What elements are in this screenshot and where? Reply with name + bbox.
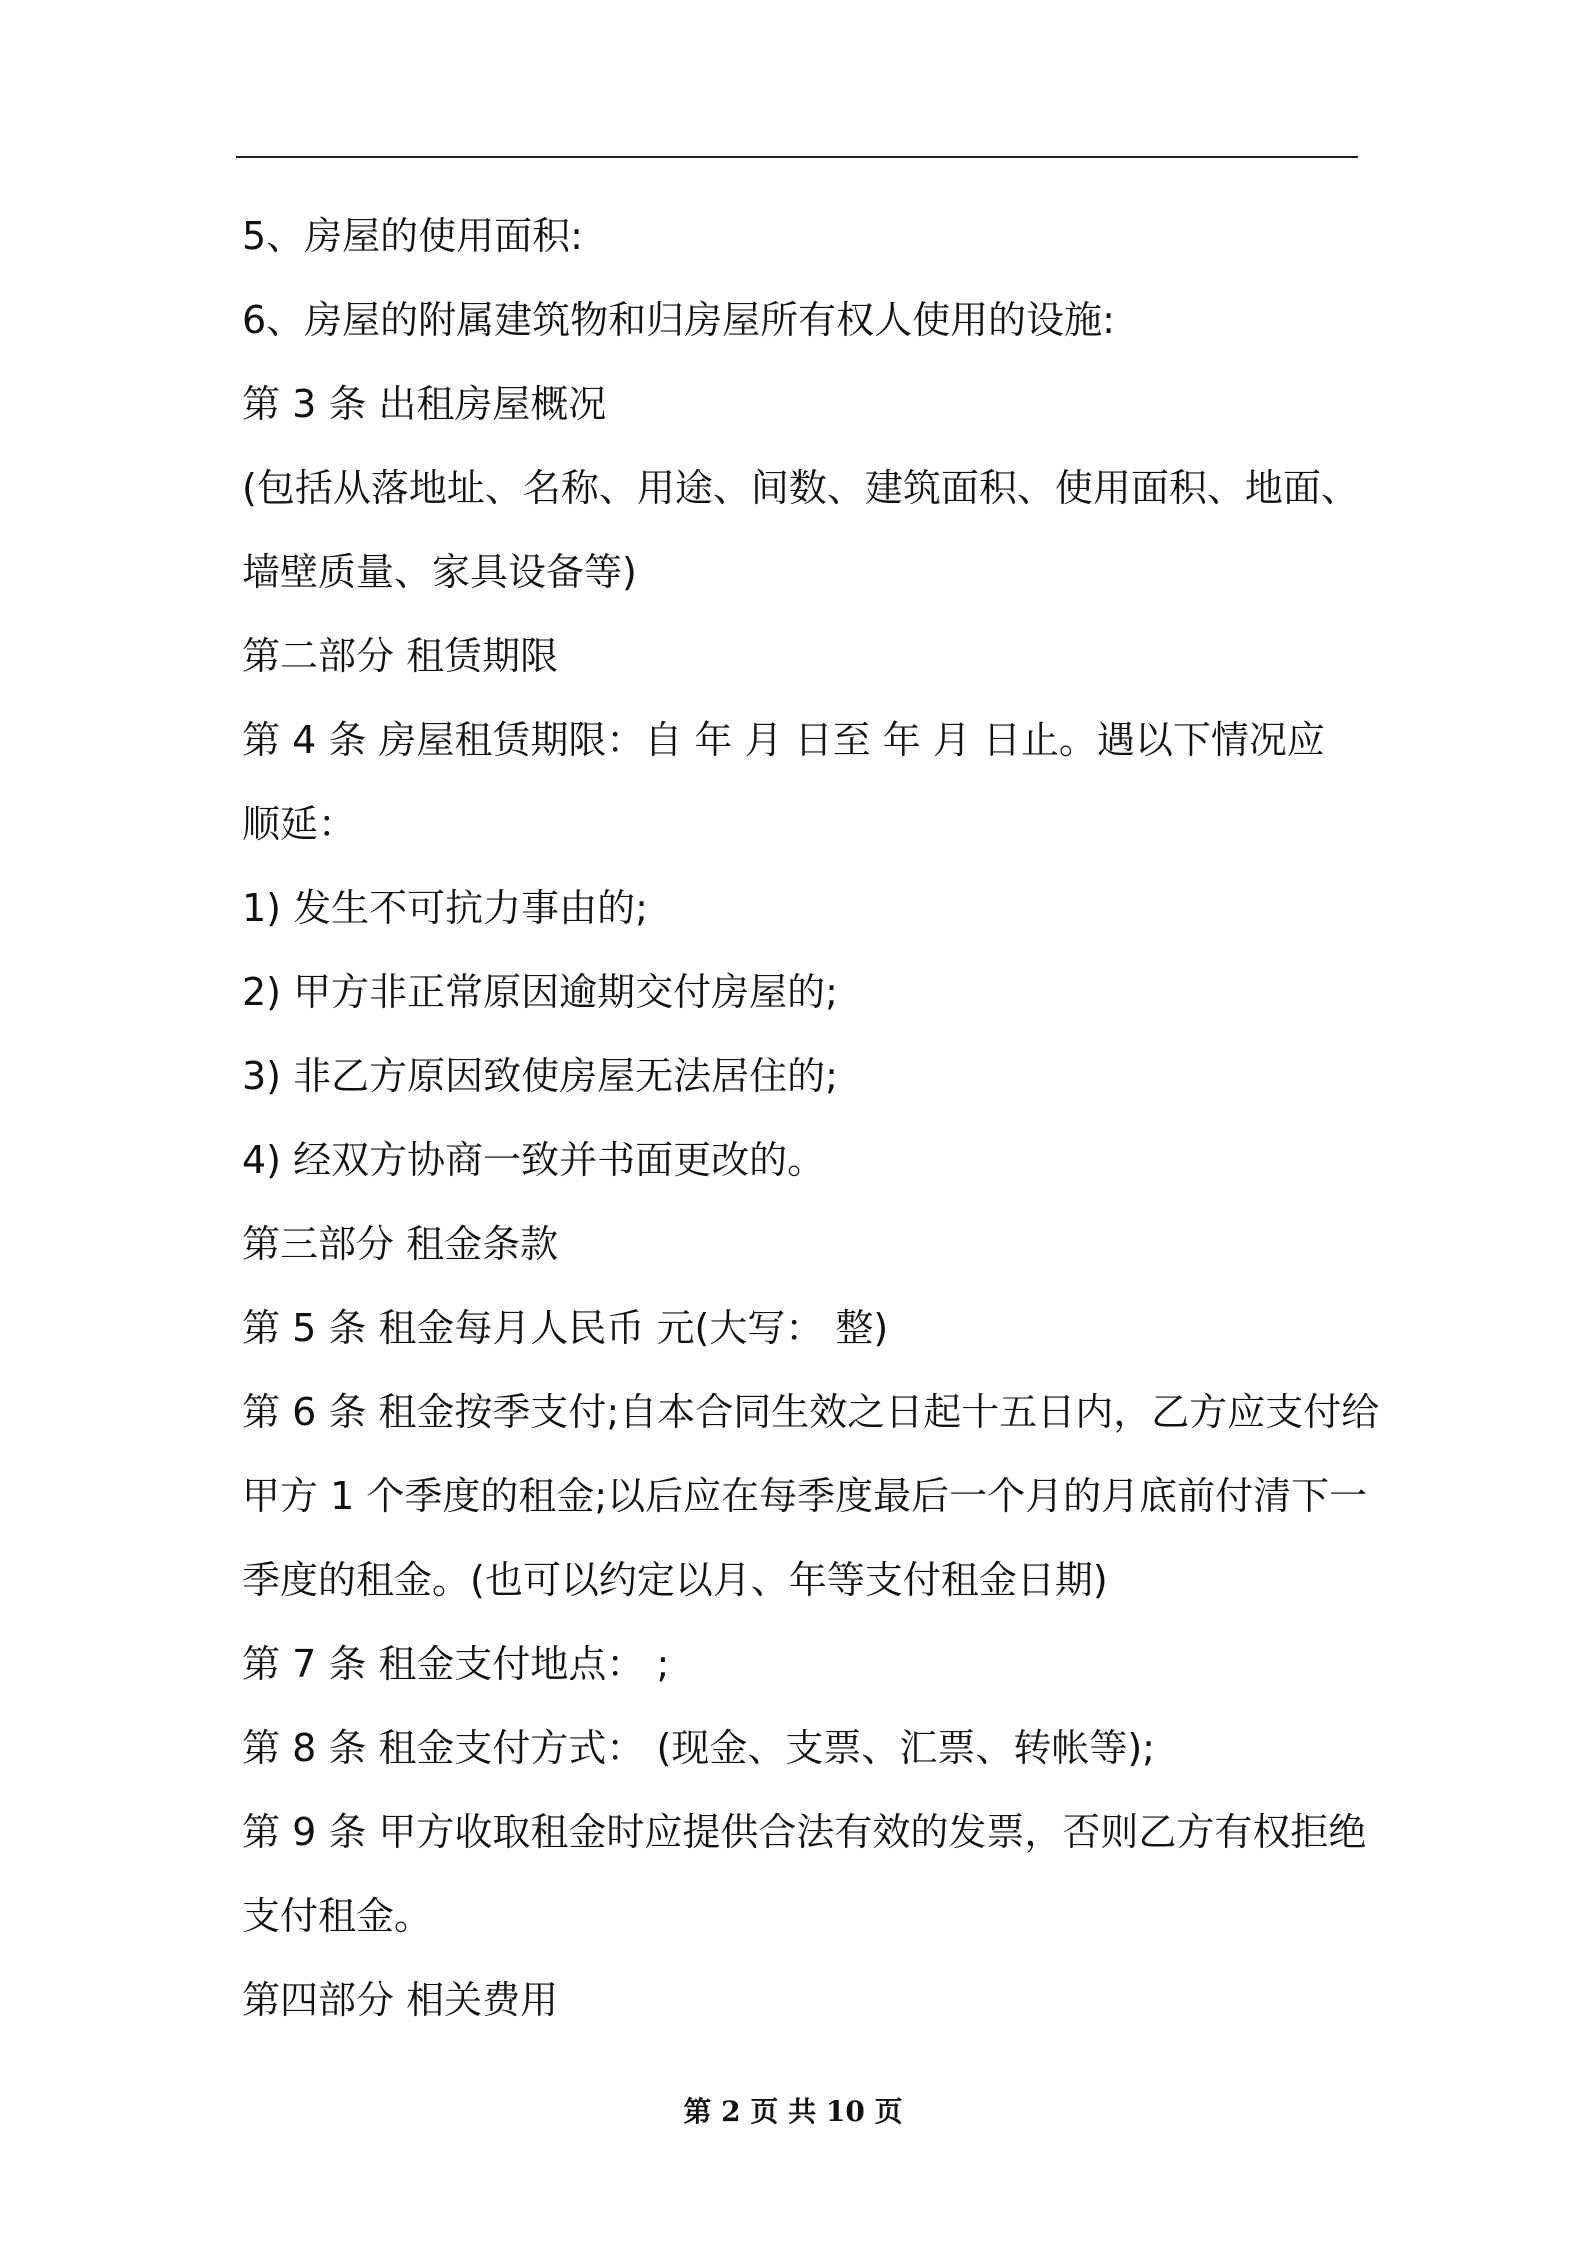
header-divider <box>236 156 1358 158</box>
text-line: 5、房屋的使用面积: <box>242 214 583 258</box>
text-line: 第 4 条 房屋租赁期限：自 年 月 日至 年 月 日止。遇以下情况应 <box>242 718 1325 762</box>
text-line: 第 9 条 甲方收取租金时应提供合法有效的发票，否则乙方有权拒绝 <box>242 1810 1367 1854</box>
list-item: 3) 非乙方原因致使房屋无法居住的; <box>242 1054 838 1098</box>
document-body <box>242 194 1380 2042</box>
text-line: 第 3 条 出租房屋概况 <box>242 382 607 426</box>
text-line: (包括从落地址、名称、用途、间数、建筑面积、使用面积、地面、 <box>242 466 1359 510</box>
section-heading: 第三部分 租金条款 <box>242 1222 559 1266</box>
text-line: 顺延： <box>242 802 357 846</box>
list-item: 2) 甲方非正常原因逾期交付房屋的; <box>242 970 838 1014</box>
text-line: 6、房屋的附属建筑物和归房屋所有权人使用的设施: <box>242 298 1115 342</box>
text-line: 第 8 条 租金支付方式： (现金、支票、汇票、转帐等); <box>242 1726 1155 1770</box>
text-line: 第 7 条 租金支付地点： ; <box>242 1642 670 1686</box>
page-number: 第 2 页 共 10 页 <box>683 2095 903 2128</box>
list-item: 1) 发生不可抗力事由的; <box>242 886 648 930</box>
list-item: 4) 经双方协商一致并书面更改的。 <box>242 1138 826 1182</box>
text-line: 支付租金。 <box>242 1894 433 1938</box>
section-heading: 第二部分 租赁期限 <box>242 634 559 678</box>
text-line: 第 5 条 租金每月人民币 元(大写： 整) <box>242 1306 889 1350</box>
section-heading: 第四部分 相关费用 <box>242 1978 559 2022</box>
text-line: 墙壁质量、家具设备等) <box>242 550 637 594</box>
text-line: 季度的租金。(也可以约定以月、年等支付租金日期) <box>242 1558 1108 1602</box>
text-line: 甲方 1 个季度的租金;以后应在每季度最后一个月的月底前付清下一 <box>242 1474 1368 1518</box>
text-line: 第 6 条 租金按季支付;自本合同生效之日起十五日内，乙方应支付给 <box>242 1390 1380 1434</box>
